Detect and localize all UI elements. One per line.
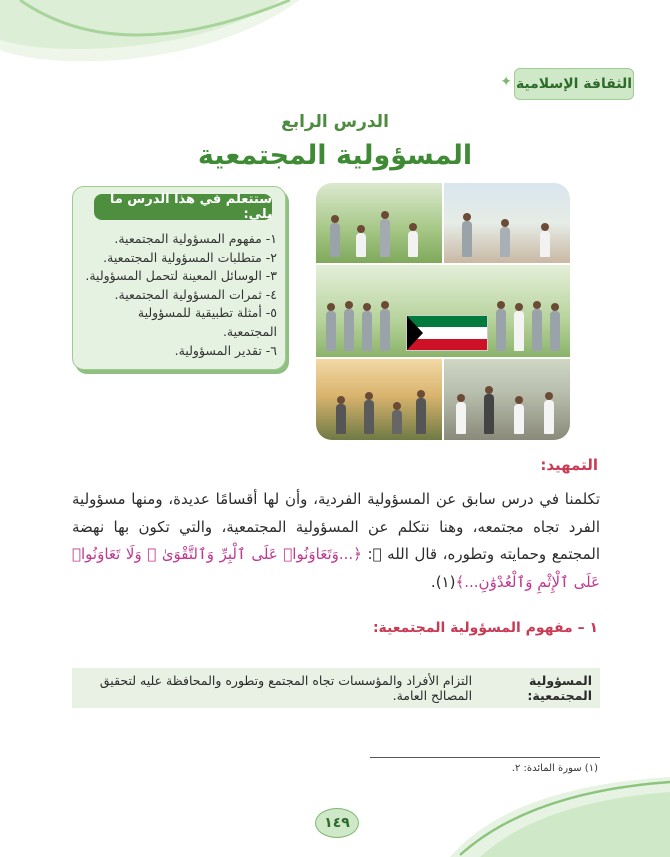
photo-tree-planting — [316, 183, 442, 263]
footnote-divider — [370, 757, 600, 758]
intro-heading: التمهيد: — [540, 456, 598, 474]
objective-item: ٤- ثمرات المسؤولية المجتمعية. — [114, 286, 277, 302]
definition-term: المسؤولية المجتمعية: — [527, 673, 592, 703]
concept-heading: ١ – مفهوم المسؤولية المجتمعية: — [372, 620, 598, 636]
definition-text: التزام الأفراد والمؤسسات تجاه المجتمع وتطوره والمحافظة عليه لتحقيق المصالح العامة. — [99, 673, 473, 703]
photo-collage — [316, 183, 570, 440]
footnote-ref: (١). — [430, 572, 456, 591]
subject-label: الثقافة الإسلامية — [515, 76, 633, 92]
lesson-title: المسؤولية المجتمعية — [197, 140, 473, 171]
objective-item: ٥- أمثلة تطبيقية للمسؤولية المجتمعية. — [137, 305, 277, 339]
top-decoration — [0, 0, 300, 90]
objective-item: ٢- متطلبات المسؤولية المجتمعية. — [103, 249, 277, 265]
photo-sunset-park — [316, 359, 442, 440]
objective-item: ٦- تقدير المسؤولية. — [174, 342, 277, 358]
objective-item: ١- مفهوم المسؤولية المجتمعية. — [114, 231, 277, 246]
intro-paragraph — [72, 486, 600, 596]
photo-food-serving — [444, 359, 570, 440]
intro-text: تكلمنا في درس سابق عن المسؤولية الفردية، وأن لها أقسامًا عديدة، ومنها مسؤولية الفرد تجاه مجتمعه، وهنا نتكلم عن المسؤولية المجتمعية، والتي تكون بها نهضة المجتمع وحمايته وتطوره، قال الله ﷻ: — [72, 490, 600, 563]
footnote: (١) سورة المائدة: ٢. — [511, 763, 598, 774]
objective-item: ٣- الوسائل المعينة لتحمل المسؤولية. — [85, 268, 277, 284]
star-icon: ✦ — [500, 74, 512, 90]
objectives-list — [82, 230, 277, 360]
photo-group-kuwait-flag — [316, 265, 570, 357]
lesson-number: الدرس الرابع — [281, 112, 389, 132]
bottom-decoration — [450, 777, 670, 857]
kuwait-flag — [406, 315, 488, 351]
quran-verse: ﴿...وَتَعَاوَنُوا۟ عَلَى ٱلْبِرِّ وَٱلتَّقْوَىٰ ۖ وَلَا تَعَاوَنُوا۟ عَلَى ٱلْإِثْمِ وَٱلْعُدْوَٰنِ...﴾ — [72, 545, 600, 591]
photo-seedling-hands — [444, 183, 570, 263]
page-number — [315, 808, 359, 838]
definition-box — [72, 668, 600, 708]
objectives-heading: ستتعلم في هذا الدرس ما يلي: — [94, 194, 272, 220]
page-number-label: ١٤٩ — [324, 815, 350, 831]
subject-tag — [514, 68, 634, 100]
